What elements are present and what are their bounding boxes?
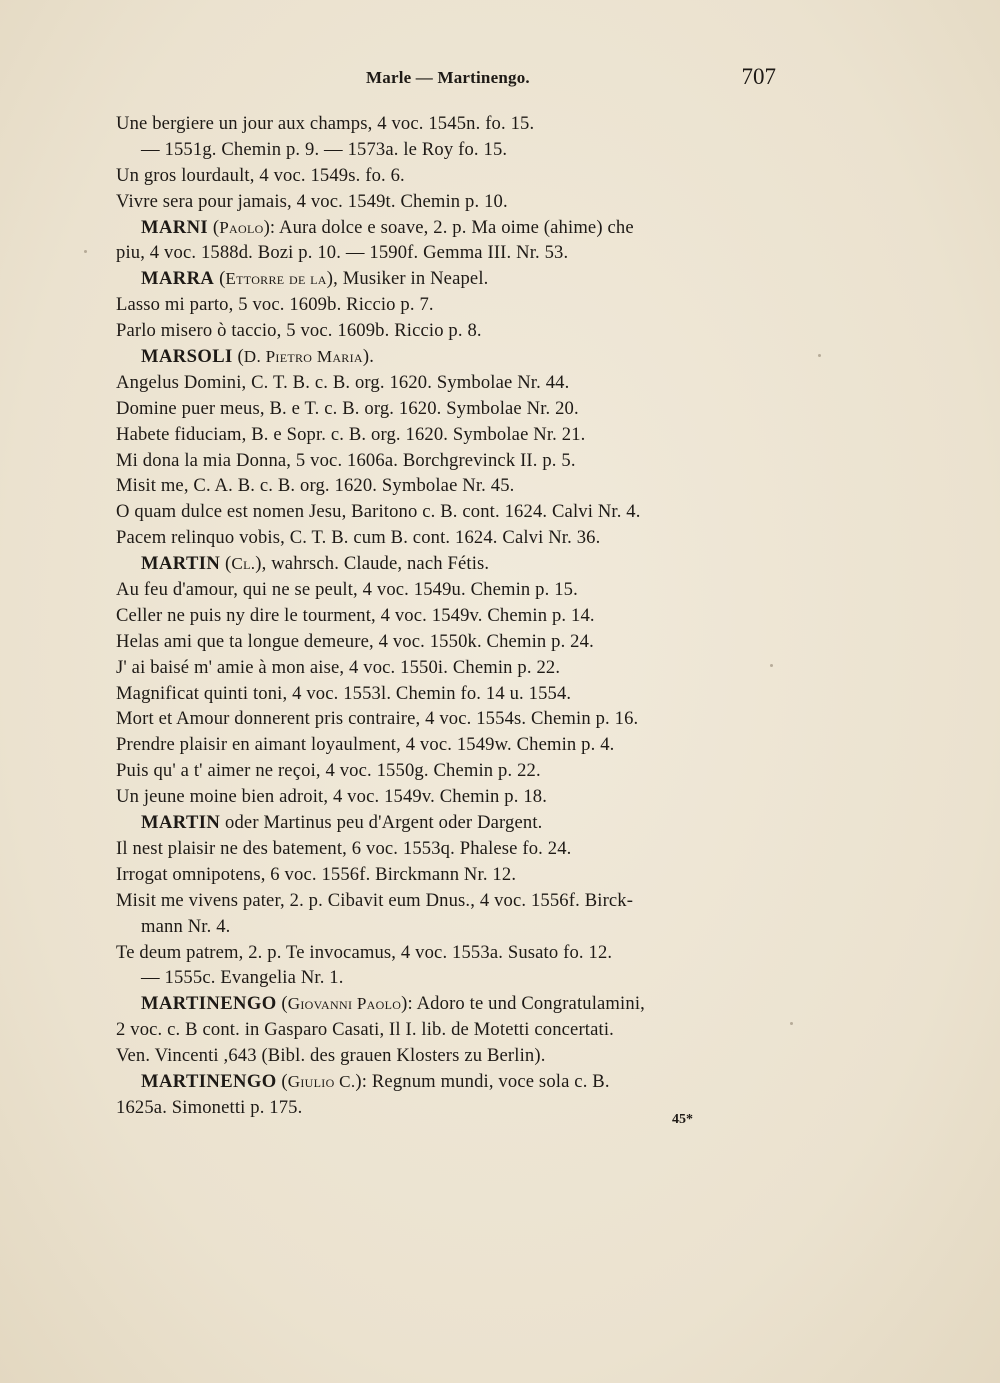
entry-text: Magnificat quinti toni, 4 voc. 1553l. Chemin fo. 14 u. 1554. (116, 682, 572, 704)
entry-text: Te deum patrem, 2. p. Te invocamus, 4 voc. 1553a. Susato fo. 12. (116, 941, 613, 963)
entry-text: : Regnum mundi, voce sola c. B. (361, 1070, 610, 1092)
entry-line (116, 1017, 782, 1043)
entry-line (116, 318, 782, 344)
entry-line (116, 525, 782, 551)
entry-line (116, 965, 782, 991)
entry-text: : Adoro te und Congratulamini, (407, 993, 645, 1015)
running-head: Marle — Martinengo. (366, 68, 530, 87)
entry-text: Une bergiere un jour aux champs, 4 voc. 1545n. fo. 15. (116, 113, 535, 134)
entry-text: Au feu d'amour, qui ne se peult, 4 voc. 1549u. Chemin p. 15. (116, 579, 578, 601)
entry-text: Misit me vivens pater, 2. p. Cibavit eum Dnus., 4 voc. 1556f. Birck- (116, 889, 634, 911)
entry-text: 2 voc. c. B cont. in Gasparo Casati, Il I. lib. de Motetti concertati. (116, 1019, 614, 1041)
paper-speck (770, 664, 773, 667)
entry-text: : Aura dolce e soave, 2. p. Ma oime (ahime) che (269, 216, 634, 238)
entry-text: Domine puer meus, B. e T. c. B. org. 1620. Symbolae Nr. 20. (116, 397, 579, 419)
entry-text: Mi dona la mia Donna, 5 voc. 1606a. Borchgrevinck II. p. 5. (116, 449, 576, 471)
entry-text: J' ai baisé m' amie à mon aise, 4 voc. 1550i. Chemin p. 22. (116, 656, 561, 678)
entry-line (116, 758, 782, 784)
entry-text: 1625a. Simonetti p. 175. (116, 1096, 303, 1118)
composer-name: MARTIN (141, 553, 221, 575)
entry-line (116, 784, 782, 810)
entry-text: mann Nr. 4. (141, 915, 231, 937)
entry-list (116, 111, 782, 1121)
composer-heading-line: MARSOLI (D. Pietro Maria). (141, 346, 375, 368)
entry-line (116, 422, 782, 448)
entry-text: Parlo misero ò taccio, 5 voc. 1609b. Riccio p. 8. (116, 320, 482, 342)
entry-line (116, 706, 782, 732)
entry-line (116, 240, 782, 266)
entry-line (116, 370, 782, 396)
entry-line (116, 862, 782, 888)
entry-text: Celler ne puis ny dire le tourment, 4 voc. 1549v. Chemin p. 14. (116, 604, 595, 626)
composer-forename: Giulio C. (287, 1071, 356, 1091)
page-header (116, 64, 776, 94)
entry-line (116, 836, 782, 862)
entry-line (116, 292, 782, 318)
entry-text: Mort et Amour donnerent pris contraire, 4 voc. 1554s. Chemin p. 16. (116, 708, 639, 730)
entry-text: , wahrsch. Claude, nach Fétis. (261, 553, 490, 575)
composer-heading-line: MARRA (Ettorre de la), Musiker in Neapel. (141, 268, 489, 290)
page-number: 707 (741, 64, 776, 89)
entry-line (116, 577, 782, 603)
entry-line (116, 163, 782, 189)
composer-forename: Giovanni Paolo (287, 994, 402, 1014)
composer-name: MARRA (141, 268, 215, 290)
entry-text: Ven. Vincenti ,643 (Bibl. des grauen Klosters zu Berlin). (116, 1045, 546, 1067)
composer-heading-line: MARTIN (Cl.), wahrsch. Claude, nach Fétis. (141, 553, 490, 575)
entry-line (116, 499, 782, 525)
entry-text: Prendre plaisir en aimant loyaulment, 4 voc. 1549w. Chemin p. 4. (116, 734, 615, 756)
entry-text: , Musiker in Neapel. (333, 268, 489, 290)
composer-heading-line (116, 810, 782, 836)
paper-speck (818, 354, 821, 357)
composer-heading-line: MARNI (Paolo): Aura dolce e soave, 2. p. Ma oime (ahime) che (141, 216, 634, 238)
composer-heading-line: MARTINENGO (Giovanni Paolo): Adoro te und Congratulamini, (141, 993, 645, 1015)
entry-line (116, 603, 782, 629)
entry-text: Habete fiduciam, B. e Sopr. c. B. org. 1620. Symbolae Nr. 21. (116, 423, 586, 445)
entry-line (116, 396, 782, 422)
composer-forename: Ettorre de la (225, 269, 327, 289)
composer-name: MARTINENGO (141, 1070, 277, 1092)
entry-text: Vivre sera pour jamais, 4 voc. 1549t. Chemin p. 10. (116, 190, 508, 212)
entry-line (116, 473, 782, 499)
composer-heading-line: MARTINENGO (Giulio C.): Regnum mundi, voce sola c. B. (141, 1070, 610, 1092)
paper-speck (84, 250, 87, 253)
composer-forename: D. Pietro Maria (243, 347, 363, 367)
entry-text: Irrogat omnipotens, 6 voc. 1556f. Birckmann Nr. 12. (116, 863, 517, 885)
entry-text: — 1555c. Evangelia Nr. 1. (141, 967, 344, 989)
entry-text: Pacem relinquo vobis, C. T. B. cum B. cont. 1624. Calvi Nr. 36. (116, 527, 601, 549)
entry-text: piu, 4 voc. 1588d. Bozi p. 10. — 1590f. Gemma III. Nr. 53. (116, 242, 569, 264)
entry-text: Puis qu' a t' aimer ne reçoi, 4 voc. 1550g. Chemin p. 22. (116, 760, 541, 782)
entry-line (116, 888, 782, 914)
entry-line (116, 914, 782, 940)
entry-text: Lasso mi parto, 5 voc. 1609b. Riccio p. 7. (116, 294, 434, 316)
composer-forename: Cl. (231, 554, 256, 574)
composer-name: MARSOLI (141, 346, 233, 368)
entry-text: — 1551g. Chemin p. 9. — 1573a. le Roy fo. 15. (141, 138, 508, 160)
entry-line (116, 732, 782, 758)
entry-text: Misit me, C. A. B. c. B. org. 1620. Symbolae Nr. 45. (116, 475, 515, 497)
entry-line (116, 655, 782, 681)
entry-line (116, 681, 782, 707)
entry-text: Il nest plaisir ne des batement, 6 voc. 1553q. Phalese fo. 24. (116, 837, 572, 859)
entry-text: Angelus Domini, C. T. B. c. B. org. 1620. Symbolae Nr. 44. (116, 371, 570, 393)
entry-line (116, 1043, 782, 1069)
entry-line (116, 940, 782, 966)
entry-line (116, 629, 782, 655)
composer-forename: Paolo (219, 217, 264, 237)
entry-text: Helas ami que ta longue demeure, 4 voc. 1550k. Chemin p. 24. (116, 630, 594, 652)
entry-line (116, 189, 782, 215)
entry-text: Un jeune moine bien adroit, 4 voc. 1549v. Chemin p. 18. (116, 786, 548, 808)
entry-text: O quam dulce est nomen Jesu, Baritono c. B. cont. 1624. Calvi Nr. 4. (116, 501, 641, 523)
signature-mark: 45* (672, 1112, 693, 1127)
entry-text: Un gros lourdault, 4 voc. 1549s. fo. 6. (116, 164, 405, 186)
entry-text: oder Martinus peu d'Argent oder Dargent. (220, 812, 543, 834)
composer-name: MARTIN (141, 812, 221, 834)
entry-text: . (369, 346, 375, 368)
entry-line (116, 137, 782, 163)
entry-line (116, 448, 782, 474)
composer-name: MARTINENGO (141, 993, 277, 1015)
composer-name: MARNI (141, 216, 209, 238)
paper-speck (790, 1022, 793, 1025)
entry-line (116, 111, 782, 137)
